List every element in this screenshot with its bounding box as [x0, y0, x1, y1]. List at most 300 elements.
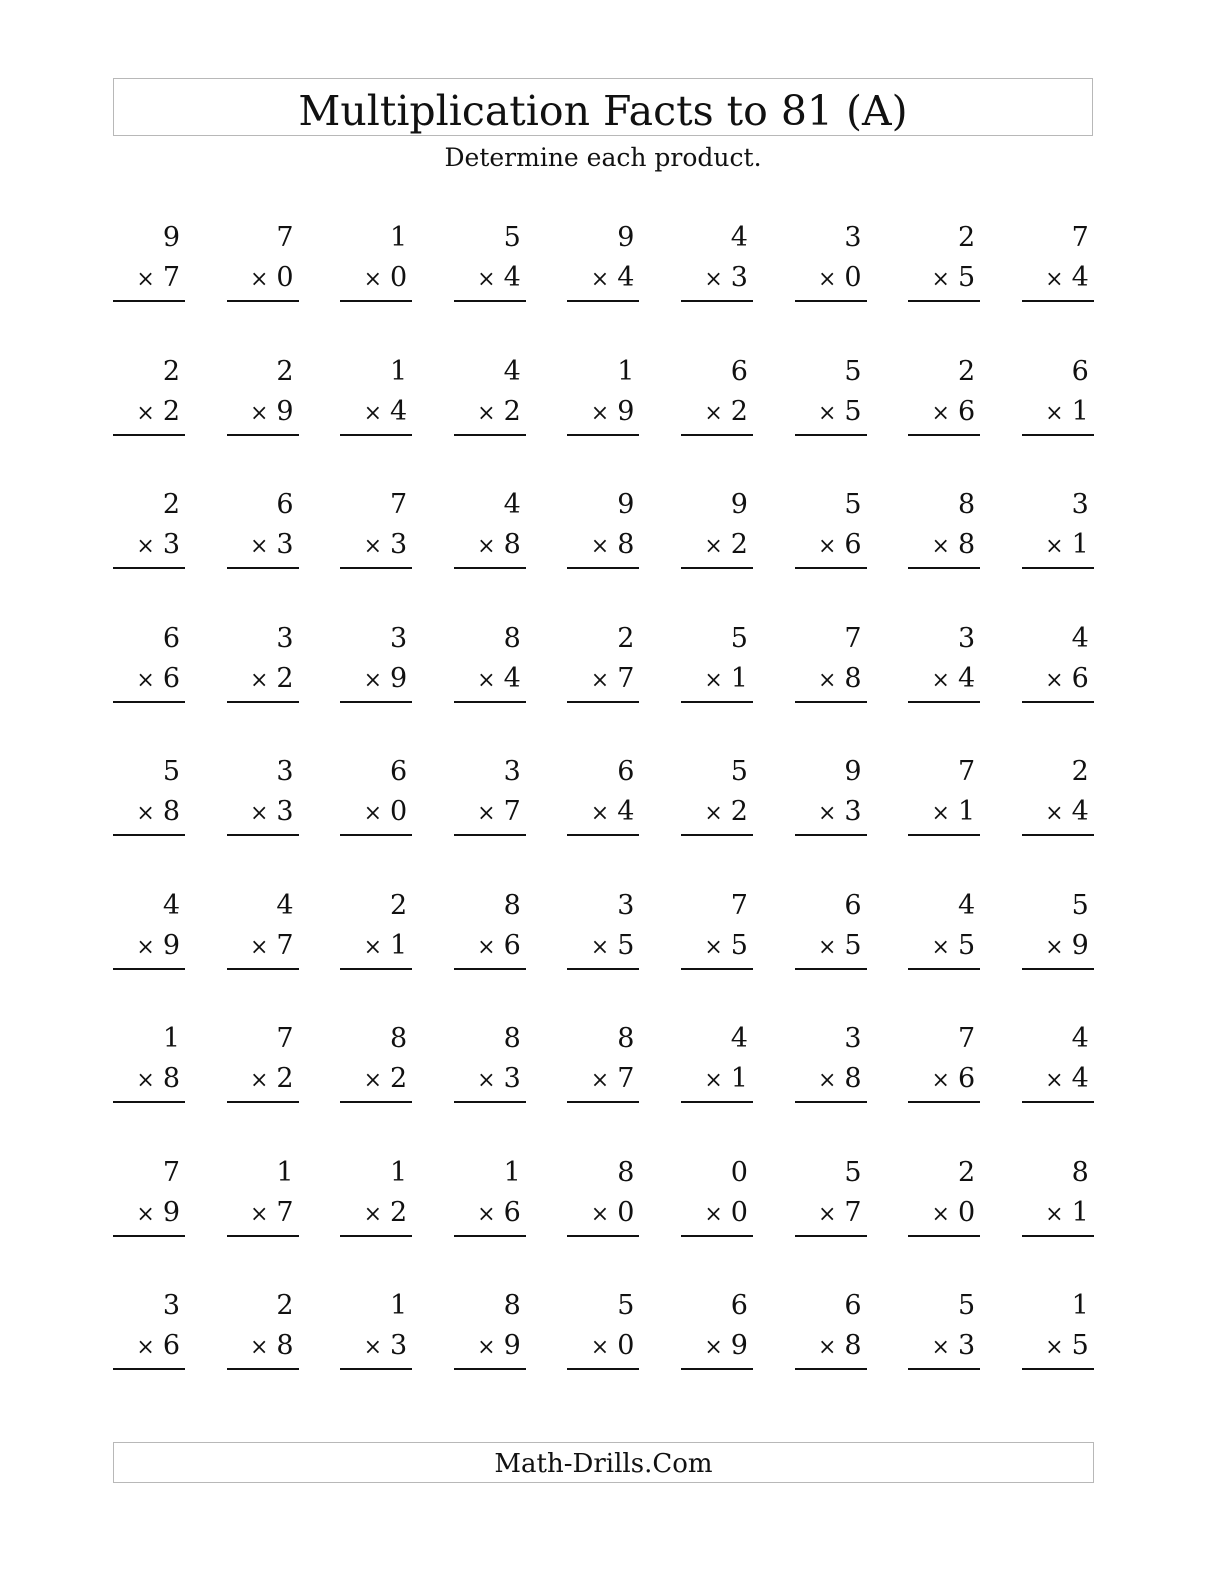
multiplicand: 5	[844, 355, 862, 387]
multiplier-line	[340, 659, 412, 703]
multiplication-problem	[681, 1153, 753, 1287]
multiplication-problem	[567, 1153, 639, 1287]
multiplier-line	[1022, 258, 1094, 302]
multiplier: 2	[390, 1196, 408, 1228]
multiplication-problem	[454, 218, 526, 352]
multiplication-problem	[227, 218, 299, 352]
times-sign: ×	[1045, 667, 1064, 693]
multiplication-problem	[454, 752, 526, 886]
times-sign: ×	[817, 534, 837, 559]
multiplier-line	[227, 392, 299, 436]
multiplier-line	[113, 1193, 185, 1237]
multiplication-problem	[454, 619, 526, 753]
multiplicand: 8	[617, 1023, 635, 1054]
times-sign: ×	[249, 1068, 269, 1093]
multiplier-line	[908, 792, 980, 836]
multiplication-problem	[454, 1153, 526, 1287]
times-sign: ×	[931, 267, 950, 292]
multiplier-line	[795, 392, 867, 436]
multiplier: 4	[1071, 796, 1089, 827]
multiplicand: 7	[276, 1023, 294, 1054]
multiplication-problem	[113, 619, 185, 753]
multiplier-line	[113, 659, 185, 703]
multiplication-problem	[908, 352, 980, 486]
multiplier-line	[567, 926, 639, 970]
multiplicand: 3	[957, 622, 976, 654]
times-sign: ×	[704, 934, 723, 960]
times-sign: ×	[1045, 400, 1064, 426]
multiplication-problem	[340, 1286, 412, 1420]
multiplier: 7	[276, 929, 294, 961]
multiplicand: 6	[276, 489, 294, 520]
multiplier-line	[1022, 1326, 1094, 1370]
times-sign: ×	[590, 1068, 610, 1093]
multiplication-problem	[113, 1286, 185, 1420]
multiplier: 0	[390, 262, 408, 293]
multiplicand: 9	[617, 489, 635, 520]
times-sign: ×	[363, 934, 382, 960]
multiplication-problem	[908, 485, 980, 619]
multiplier-line	[567, 258, 639, 302]
times-sign: ×	[704, 1068, 723, 1093]
multiplicand: 6	[844, 1290, 862, 1321]
multiplier: 4	[957, 662, 976, 694]
times-sign: ×	[363, 1068, 382, 1093]
multiplier-line	[113, 525, 185, 569]
times-sign: ×	[136, 267, 155, 292]
multiplicand: 5	[957, 1290, 976, 1321]
multiplication-problem	[227, 1019, 299, 1153]
times-sign: ×	[249, 801, 269, 826]
multiplication-problem	[908, 619, 980, 753]
multiplication-problem	[567, 352, 639, 486]
multiplicand: 8	[617, 1156, 635, 1188]
multiplier-line	[1022, 792, 1094, 836]
multiplication-problem	[454, 485, 526, 619]
multiplier: 6	[503, 929, 521, 961]
multiplier-line	[681, 792, 753, 836]
times-sign: ×	[931, 801, 950, 826]
multiplier: 2	[503, 395, 521, 427]
multiplier-line	[567, 525, 639, 569]
multiplicand: 9	[617, 222, 635, 253]
multiplicand: 0	[730, 1156, 748, 1188]
multiplier-line	[908, 659, 980, 703]
multiplier: 8	[844, 662, 862, 694]
multiplication-problem	[795, 1019, 867, 1153]
multiplicand: 7	[276, 222, 294, 253]
times-sign: ×	[363, 667, 382, 693]
multiplier-line	[681, 1059, 753, 1103]
multiplication-problem	[340, 619, 412, 753]
multiplicand: 4	[503, 489, 521, 520]
multiplier-line	[227, 926, 299, 970]
multiplication-problem	[567, 1019, 639, 1153]
multiplier: 3	[390, 529, 408, 560]
times-sign: ×	[477, 1201, 496, 1227]
times-sign: ×	[249, 1335, 269, 1360]
times-sign: ×	[590, 400, 610, 426]
times-sign: ×	[704, 1335, 723, 1360]
multiplier-line	[454, 525, 526, 569]
multiplication-problem	[567, 752, 639, 886]
multiplier: 7	[844, 1196, 862, 1228]
multiplier-line	[681, 1193, 753, 1237]
multiplicand: 3	[390, 622, 408, 654]
multiplier: 3	[276, 796, 294, 827]
multiplicand: 3	[503, 756, 521, 787]
multiplicand: 4	[276, 889, 294, 921]
times-sign: ×	[590, 934, 610, 960]
times-sign: ×	[363, 267, 382, 292]
multiplicand: 5	[844, 489, 862, 520]
multiplicand: 8	[503, 1290, 521, 1321]
multiplicand: 3	[162, 1290, 180, 1321]
times-sign: ×	[931, 1335, 950, 1360]
multiplicand: 6	[162, 622, 180, 654]
multiplication-problem	[908, 886, 980, 1020]
multiplier-line	[681, 258, 753, 302]
multiplier-line	[1022, 525, 1094, 569]
multiplication-problem	[1022, 218, 1094, 352]
multiplier-line	[795, 659, 867, 703]
multiplicand: 2	[162, 355, 180, 387]
times-sign: ×	[1045, 1068, 1064, 1093]
multiplier-line	[681, 1326, 753, 1370]
multiplier: 6	[957, 395, 976, 427]
worksheet-instruction: Determine each product.	[444, 143, 762, 172]
multiplication-problem	[795, 352, 867, 486]
multiplicand: 3	[276, 756, 294, 787]
times-sign: ×	[931, 534, 950, 559]
multiplier: 0	[730, 1196, 748, 1228]
multiplier-line	[340, 792, 412, 836]
multiplication-problem	[1022, 1286, 1094, 1420]
multiplier: 0	[276, 262, 294, 293]
multiplicand: 2	[162, 489, 180, 520]
multiplication-problem	[1022, 352, 1094, 486]
multiplier: 0	[957, 1196, 976, 1228]
multiplier-line	[567, 659, 639, 703]
multiplier: 8	[162, 796, 180, 827]
multiplier-line	[340, 1059, 412, 1103]
multiplication-problem	[908, 218, 980, 352]
multiplier: 7	[503, 796, 521, 827]
multiplier-line	[795, 1326, 867, 1370]
multiplicand: 1	[276, 1156, 294, 1188]
problem-grid	[113, 218, 1094, 1420]
multiplier-line	[567, 1193, 639, 1237]
multiplication-problem	[340, 1019, 412, 1153]
multiplicand: 2	[617, 622, 635, 654]
multiplier-line	[340, 1193, 412, 1237]
multiplicand: 4	[730, 222, 748, 253]
multiplicand: 1	[503, 1156, 521, 1188]
multiplier-line	[454, 792, 526, 836]
times-sign: ×	[136, 934, 155, 960]
times-sign: ×	[477, 267, 496, 292]
times-sign: ×	[590, 534, 610, 559]
times-sign: ×	[477, 667, 496, 693]
multiplier: 5	[617, 929, 635, 961]
multiplicand: 3	[617, 889, 635, 921]
times-sign: ×	[249, 667, 269, 693]
multiplicand: 4	[1071, 622, 1089, 654]
multiplier: 7	[162, 262, 180, 293]
multiplier-line	[227, 1326, 299, 1370]
multiplicand: 1	[390, 355, 408, 387]
multiplication-problem	[340, 485, 412, 619]
multiplication-problem	[340, 1153, 412, 1287]
multiplication-problem	[681, 752, 753, 886]
multiplier: 3	[503, 1063, 521, 1094]
multiplication-problem	[227, 619, 299, 753]
times-sign: ×	[817, 667, 837, 693]
multiplier: 9	[617, 395, 635, 427]
multiplication-problem	[1022, 886, 1094, 1020]
multiplicand: 1	[390, 222, 408, 253]
multiplication-problem	[795, 1286, 867, 1420]
multiplier-line	[908, 1326, 980, 1370]
multiplier: 3	[957, 1330, 976, 1361]
multiplier: 0	[617, 1330, 635, 1361]
multiplication-problem	[227, 886, 299, 1020]
multiplicand: 3	[844, 1023, 862, 1054]
times-sign: ×	[363, 1201, 382, 1227]
multiplication-problem	[1022, 485, 1094, 619]
multiplication-problem	[113, 1153, 185, 1287]
multiplicand: 6	[730, 355, 748, 387]
multiplier-line	[1022, 659, 1094, 703]
times-sign: ×	[1045, 801, 1064, 826]
times-sign: ×	[249, 267, 269, 292]
multiplication-problem	[1022, 1153, 1094, 1287]
multiplication-problem	[908, 1153, 980, 1287]
multiplication-problem	[681, 1286, 753, 1420]
times-sign: ×	[249, 534, 269, 559]
times-sign: ×	[931, 1201, 950, 1227]
multiplicand: 7	[1071, 222, 1089, 253]
multiplier-line	[908, 926, 980, 970]
times-sign: ×	[477, 801, 496, 826]
multiplier-line	[340, 1326, 412, 1370]
multiplier-line	[795, 792, 867, 836]
multiplier: 5	[957, 929, 976, 961]
multiplier: 4	[1071, 1063, 1089, 1094]
multiplication-problem	[227, 485, 299, 619]
multiplier: 9	[276, 395, 294, 427]
times-sign: ×	[1045, 1201, 1064, 1227]
multiplier: 3	[844, 796, 862, 827]
times-sign: ×	[136, 534, 155, 559]
multiplication-problem	[1022, 1019, 1094, 1153]
multiplier: 5	[957, 262, 976, 293]
multiplier-line	[227, 659, 299, 703]
multiplication-problem	[340, 752, 412, 886]
multiplier: 7	[617, 1063, 635, 1094]
multiplicand: 7	[957, 1023, 976, 1054]
times-sign: ×	[363, 1335, 382, 1360]
multiplier-line	[1022, 392, 1094, 436]
multiplicand: 1	[617, 355, 635, 387]
times-sign: ×	[136, 801, 155, 826]
multiplication-problem	[113, 485, 185, 619]
multiplier: 4	[390, 395, 408, 427]
multiplier: 2	[390, 1063, 408, 1094]
multiplicand: 5	[844, 1156, 862, 1188]
times-sign: ×	[477, 534, 496, 559]
multiplicand: 7	[390, 489, 408, 520]
multiplication-problem	[340, 218, 412, 352]
multiplier: 1	[1071, 1196, 1089, 1228]
multiplier-line	[1022, 1193, 1094, 1237]
multiplier: 2	[162, 395, 180, 427]
times-sign: ×	[249, 934, 269, 960]
multiplicand: 4	[957, 889, 976, 921]
multiplicand: 7	[844, 622, 862, 654]
multiplier: 8	[503, 529, 521, 560]
multiplicand: 6	[390, 756, 408, 787]
multiplication-problem	[681, 352, 753, 486]
times-sign: ×	[363, 801, 382, 826]
multiplicand: 8	[390, 1023, 408, 1054]
multiplicand: 1	[1071, 1290, 1089, 1321]
multiplier: 6	[957, 1063, 976, 1094]
times-sign: ×	[590, 1201, 610, 1227]
multiplicand: 6	[730, 1290, 748, 1321]
multiplier: 4	[617, 796, 635, 827]
multiplicand: 2	[957, 355, 976, 387]
multiplier-line	[681, 525, 753, 569]
multiplier: 3	[390, 1330, 408, 1361]
times-sign: ×	[249, 1201, 269, 1227]
multiplier-line	[227, 1059, 299, 1103]
multiplication-problem	[113, 352, 185, 486]
multiplier: 1	[1071, 529, 1089, 560]
multiplier-line	[454, 1326, 526, 1370]
multiplication-problem	[681, 619, 753, 753]
multiplicand: 7	[162, 1156, 180, 1188]
times-sign: ×	[931, 400, 950, 426]
times-sign: ×	[136, 1201, 155, 1227]
times-sign: ×	[817, 801, 837, 826]
multiplication-problem	[227, 352, 299, 486]
times-sign: ×	[477, 400, 496, 426]
multiplier: 1	[1071, 395, 1089, 427]
times-sign: ×	[590, 1335, 610, 1360]
multiplication-problem	[681, 1019, 753, 1153]
multiplier-line	[1022, 1059, 1094, 1103]
multiplier: 0	[617, 1196, 635, 1228]
multiplier-line	[454, 659, 526, 703]
multiplication-problem	[681, 485, 753, 619]
times-sign: ×	[817, 267, 837, 292]
multiplier: 3	[276, 529, 294, 560]
multiplication-problem	[454, 1286, 526, 1420]
multiplier: 7	[276, 1196, 294, 1228]
multiplicand: 3	[1071, 489, 1089, 520]
multiplier: 9	[162, 929, 180, 961]
multiplier-line	[113, 926, 185, 970]
multiplier: 2	[730, 529, 748, 560]
multiplication-problem	[113, 218, 185, 352]
multiplicand: 5	[730, 622, 748, 654]
multiplication-problem	[567, 485, 639, 619]
worksheet-footer: Math-Drills.Com	[113, 1442, 1094, 1483]
multiplier-line	[340, 258, 412, 302]
multiplier-line	[113, 1326, 185, 1370]
multiplicand: 2	[276, 1290, 294, 1321]
times-sign: ×	[136, 1068, 155, 1093]
multiplier: 8	[276, 1330, 294, 1361]
times-sign: ×	[931, 1068, 950, 1093]
multiplier: 4	[617, 262, 635, 293]
multiplication-problem	[113, 752, 185, 886]
multiplication-problem	[681, 886, 753, 1020]
times-sign: ×	[1045, 534, 1064, 559]
multiplicand: 9	[730, 489, 748, 520]
multiplier-line	[113, 1059, 185, 1103]
multiplier: 5	[844, 929, 862, 961]
multiplicand: 9	[162, 222, 180, 253]
multiplier: 6	[503, 1196, 521, 1228]
multiplier-line	[795, 258, 867, 302]
multiplication-problem	[567, 218, 639, 352]
multiplier: 8	[844, 1330, 862, 1361]
multiplicand: 4	[1071, 1023, 1089, 1054]
multiplicand: 4	[162, 889, 180, 921]
times-sign: ×	[363, 400, 382, 426]
multiplication-problem	[227, 1286, 299, 1420]
multiplier: 8	[162, 1063, 180, 1094]
times-sign: ×	[1045, 934, 1064, 960]
multiplicand: 2	[957, 1156, 976, 1188]
multiplicand: 8	[503, 622, 521, 654]
multiplication-problem	[567, 1286, 639, 1420]
multiplier-line	[567, 792, 639, 836]
multiplication-problem	[227, 752, 299, 886]
times-sign: ×	[704, 267, 723, 292]
multiplier-line	[908, 392, 980, 436]
multiplier-line	[681, 659, 753, 703]
multiplier-line	[567, 392, 639, 436]
multiplier: 2	[730, 395, 748, 427]
multiplier-line	[1022, 926, 1094, 970]
multiplicand: 3	[276, 622, 294, 654]
multiplier: 6	[1071, 662, 1089, 694]
multiplier: 4	[503, 662, 521, 694]
times-sign: ×	[704, 400, 723, 426]
times-sign: ×	[477, 1335, 496, 1360]
multiplicand: 8	[957, 489, 976, 520]
multiplier: 0	[844, 262, 862, 293]
multiplication-problem	[567, 619, 639, 753]
multiplier: 6	[844, 529, 862, 560]
multiplicand: 6	[1071, 355, 1089, 387]
multiplication-problem	[908, 1286, 980, 1420]
times-sign: ×	[136, 1335, 155, 1360]
multiplicand: 7	[957, 756, 976, 787]
multiplier-line	[795, 525, 867, 569]
multiplier: 9	[1071, 929, 1089, 961]
times-sign: ×	[477, 934, 496, 960]
multiplicand: 7	[730, 889, 748, 921]
multiplier-line	[795, 1193, 867, 1237]
multiplier-line	[340, 525, 412, 569]
multiplicand: 1	[390, 1156, 408, 1188]
multiplicand: 8	[503, 889, 521, 921]
multiplier-line	[113, 258, 185, 302]
